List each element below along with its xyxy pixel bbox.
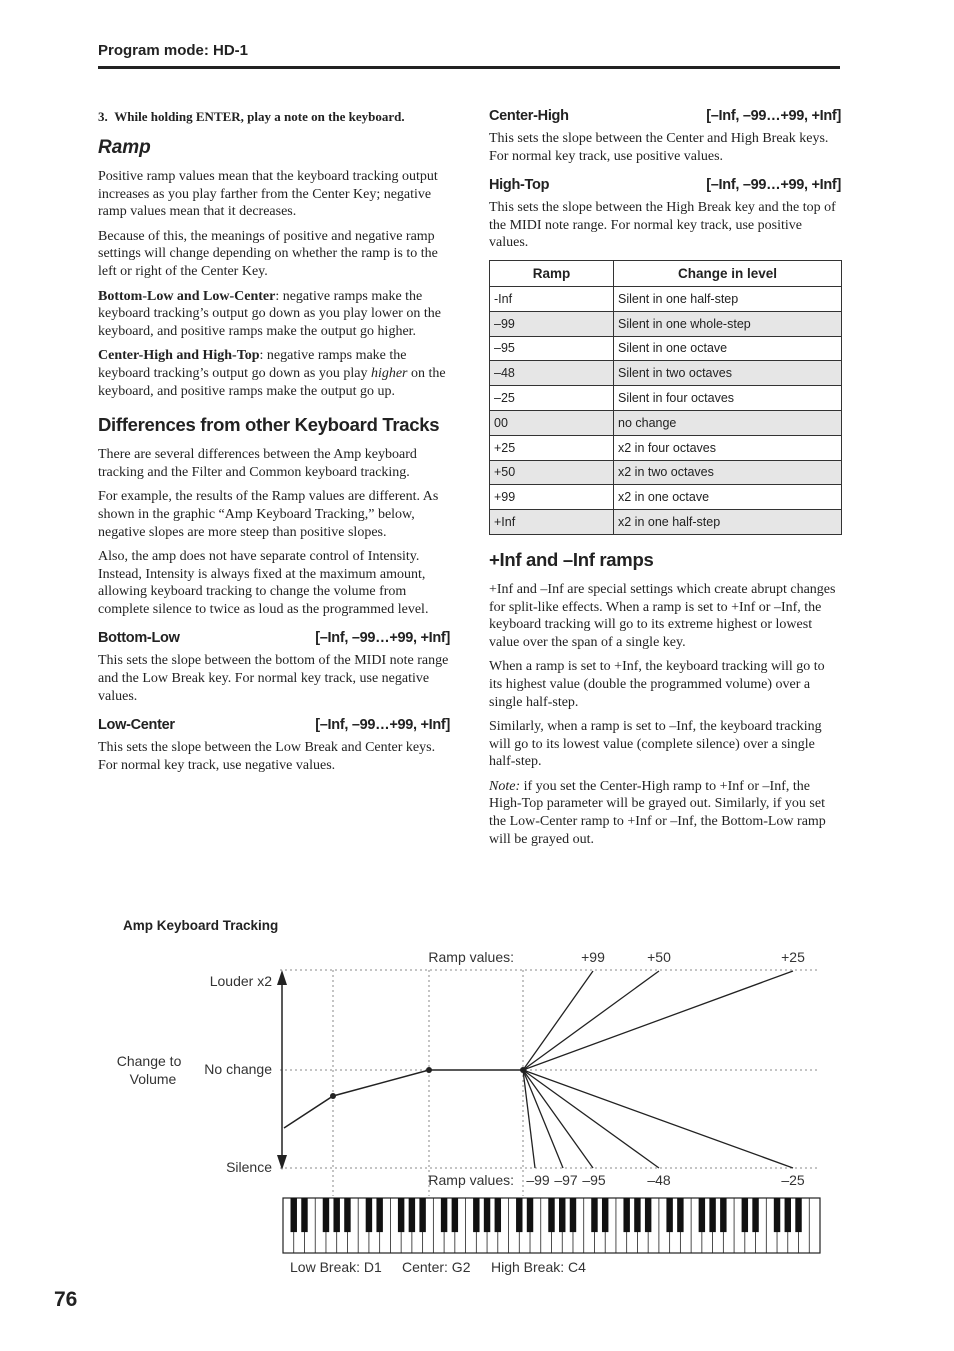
table-header-row [490,260,842,286]
table-header: Ramp [490,260,614,286]
ramp-cell: +Inf [490,510,614,535]
y-axis-title-line: Change to [116,1053,182,1069]
chart-gridlines [280,970,820,1196]
black-key [441,1198,447,1232]
black-key [323,1198,329,1232]
table-row [490,510,842,535]
black-key [774,1198,780,1232]
y-axis-up-arrow [277,970,287,985]
ramp-line-minus-95 [523,1070,593,1168]
ramp-label-minus-95: –95 [582,1172,606,1188]
top-ramp-values-label: Ramp values: [428,949,514,965]
no-change-label: No change [204,1061,272,1077]
ramp-cell: +25 [490,435,614,460]
ramp-line-minus-25 [523,1070,793,1168]
right-column [489,108,841,855]
black-key [527,1198,533,1232]
ramp-line-plus-25 [523,971,793,1070]
black-key [591,1198,597,1232]
ramp-label-minus-25: –25 [781,1172,805,1188]
ramp-cell: –48 [490,361,614,386]
param-name: High-Top [489,177,550,194]
param-range: [–Inf, –99…+99, +Inf] [706,108,841,124]
table-row [490,460,842,485]
level-cell: Silent in four octaves [614,386,842,411]
low-break-label: Low Break: D1 [290,1259,382,1275]
black-key [516,1198,522,1232]
low-break-point [330,1093,336,1099]
inf-paragraph-2: When a ramp is set to +Inf, the keyboard tracking will go to its highest value (double the programmed volume) over a single half-step. [489,659,825,710]
black-key [333,1198,339,1232]
low-center-description: This sets the slope between the Low Break and Center keys. For normal key track, use negative values. [98,740,436,773]
table-row [490,410,842,435]
ramp-cell: +99 [490,485,614,510]
level-cell: no change [614,410,842,435]
high-top-param [489,177,841,193]
ramp-paragraph-3 [98,288,450,341]
black-key [559,1198,565,1232]
black-key [570,1198,576,1232]
level-cell: Silent in one octave [614,336,842,361]
ramp-line-minus-99 [523,1070,535,1168]
ramp-table [489,260,842,535]
black-key [677,1198,683,1232]
table-row [490,435,842,460]
keyboard-frame [283,1198,820,1253]
param-range: [–Inf, –99…+99, +Inf] [315,717,450,734]
ramp-label-minus-48: –48 [647,1172,671,1188]
black-key [548,1198,554,1232]
black-key [752,1198,758,1232]
bottom-low-param [98,630,450,646]
black-key [366,1198,372,1232]
differences-paragraph-3: Also, the amp does not have separate control of Intensity. Instead, Intensity is always fixed at the maximum amount, allowing keyboard tracking to change the volume from complete silence to twice as loud as the programmed level. [98,549,429,617]
black-key [602,1198,608,1232]
black-key [301,1198,307,1232]
differences-heading: Differences from other Keyboard Tracks [98,414,440,436]
piano-keyboard [283,1198,820,1253]
ramp-paragraph-1: Positive ramp values mean that the keyboard tracking output increases as you play farther from the Center Key; negative ramp values mean that it decreases. [98,169,438,220]
black-key [419,1198,425,1232]
tracking-curve [284,1070,523,1128]
differences-paragraph-2: For example, the results of the Ramp values are different. As shown in the graphic “Amp Keyboard Tracking,” below, negative slopes are more steep than positive slopes. [98,489,439,540]
ramp-label-plus-25: +25 [781,949,805,965]
ramp-heading: Ramp [98,137,151,158]
black-key [344,1198,350,1232]
center-high-description: This sets the slope between the Center and High Break keys. For normal key track, use positive values. [489,131,829,164]
ramp-fan [523,971,793,1168]
level-cell: x2 in one octave [614,485,842,510]
black-key [409,1198,415,1232]
black-key [473,1198,479,1232]
table-row [490,286,842,311]
param-range: [–Inf, –99…+99, +Inf] [706,177,841,194]
center-high-param [489,108,841,124]
black-key [666,1198,672,1232]
black-key [742,1198,748,1232]
high-break-label: High Break: C4 [491,1259,586,1275]
center-label: Center: G2 [402,1259,471,1275]
note-text: if you set the Center-High ramp to +Inf or –Inf, the High-Top parameter will be grayed out. Similarly, if you set the Low-Center ramp to +Inf or –Inf, the Bottom-Low ramp will be grayed out. [489,778,826,847]
paragraph-text: : negative ramps make the keyboard tracking’s output go down as you play [98,348,407,381]
ramp-label-minus-97: –97 [554,1172,578,1188]
page-number: 76 [54,1288,78,1311]
page-header-title: Program mode: HD-1 [98,42,249,59]
high-top-description: This sets the slope between the High Break key and the top of the MIDI note range. For normal key track, use positive values. [489,200,836,251]
bold-term: Center-High and High-Top [98,348,260,364]
black-key [645,1198,651,1232]
louder-label: Louder x2 [209,973,272,989]
black-key [795,1198,801,1232]
black-key [291,1198,297,1232]
paragraph-text: on the keyboard, and positive ramps make the output go up. [98,365,446,399]
italic-term: higher [370,365,408,381]
paragraph-text: : negative ramps make the keyboard tracking’s output go down as you play lower on the keyboard, and positive ramps make the output go higher. [98,288,441,339]
differences-paragraph-1: There are several differences between the Amp keyboard tracking and the Filter and Common keyboard tracking. [98,447,417,480]
ramp-line-plus-50 [523,971,659,1070]
y-axis-down-arrow [277,1155,287,1170]
ramp-cell: –99 [490,311,614,336]
note-label: Note: [489,778,521,794]
black-key [709,1198,715,1232]
level-cell: Silent in two octaves [614,361,842,386]
ramp-label-plus-99: +99 [581,949,605,965]
center-point [426,1067,432,1073]
ramp-line-minus-97 [523,1070,563,1168]
ramp-label-plus-50: +50 [647,949,671,965]
level-cell: Silent in one half-step [614,286,842,311]
bottom-ramp-values-label: Ramp values: [428,1172,514,1188]
step-3: 3. While holding ENTER, play a note on the keyboard. [98,109,405,124]
black-key [785,1198,791,1232]
inf-paragraph-3: Similarly, when a ramp is set to –Inf, the keyboard tracking will go to its lowest value (complete silence) over a single half-step. [489,719,822,770]
black-key [495,1198,501,1232]
ramp-line-minus-48 [523,1070,659,1168]
figure-title: Amp Keyboard Tracking [123,918,279,933]
ramp-cell: -Inf [490,286,614,311]
inf-paragraph-1: +Inf and –Inf are special settings which create abrupt changes for split-like effects. When a ramp is set to +Inf or –Inf, the keyboard tracking will go to its extreme highest or lowest value over the span of a single key. [489,581,836,650]
black-key [376,1198,382,1232]
level-cell: Silent in one whole-step [614,311,842,336]
ramp-line-plus-99 [523,971,593,1070]
y-axis-title-line: Volume [129,1071,177,1087]
note-paragraph [489,778,841,848]
black-key [720,1198,726,1232]
ramp-cell: –95 [490,336,614,361]
header-rule [98,66,840,69]
ramp-paragraph-4 [98,347,450,400]
high-break-point [520,1067,526,1073]
ramp-cell: 00 [490,410,614,435]
left-column [98,108,450,781]
level-cell: x2 in four octaves [614,435,842,460]
black-key [623,1198,629,1232]
level-cell: x2 in one half-step [614,510,842,535]
param-range: [–Inf, –99…+99, +Inf] [315,630,450,647]
black-key [634,1198,640,1232]
table-row [490,311,842,336]
low-center-param [98,717,450,733]
bold-term: Bottom-Low and Low-Center [98,288,276,304]
param-name: Bottom-Low [98,630,180,647]
inf-ramps-heading: +Inf and –Inf ramps [489,548,654,570]
black-key [699,1198,705,1232]
black-key [398,1198,404,1232]
table-header: Change in level [614,260,842,286]
ramp-label-minus-99: –99 [526,1172,550,1188]
table-row [490,386,842,411]
ramp-cell: +50 [490,460,614,485]
black-key [452,1198,458,1232]
level-cell: x2 in two octaves [614,460,842,485]
table-row [490,361,842,386]
y-axis-title [117,1053,186,1087]
param-name: Low-Center [98,717,175,734]
table-row [490,336,842,361]
ramp-cell: –25 [490,386,614,411]
ramp-paragraph-2: Because of this, the meanings of positive and negative ramp settings will change depending on whether the ramp is to the left or right of the Center Key. [98,228,438,279]
bottom-low-description: This sets the slope between the bottom of the MIDI note range and the Low Break key. For normal key track, use negative values. [98,653,449,704]
silence-label: Silence [226,1159,272,1175]
table-row [490,485,842,510]
param-name: Center-High [489,108,569,124]
black-key [484,1198,490,1232]
